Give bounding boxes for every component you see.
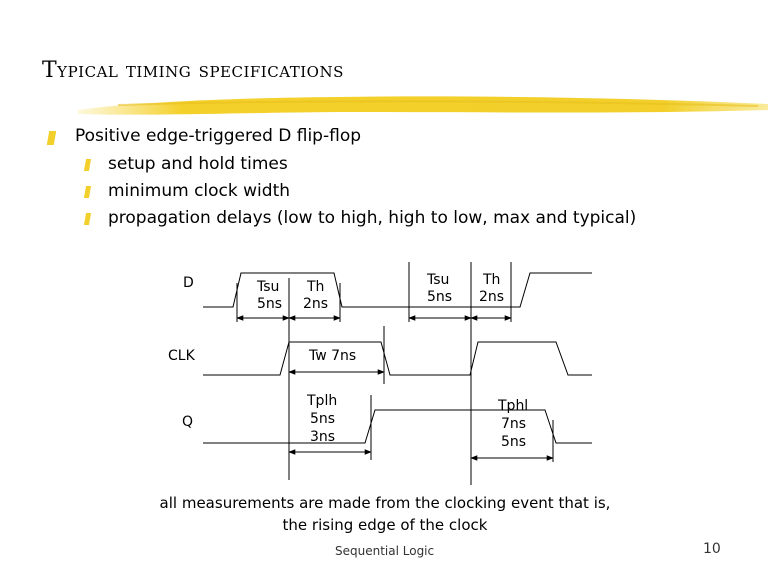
tplh-typ: 3ns (310, 429, 336, 445)
q-waveform (203, 410, 592, 443)
footer-text: Sequential Logic (335, 544, 435, 558)
footnote (150, 492, 620, 536)
tw-label: Tw 7ns (309, 348, 357, 364)
signal-label-clk: CLK (168, 348, 195, 364)
footnote-line-2: the rising edge of the clock (282, 516, 488, 534)
tsu1-label: Tsu (257, 279, 280, 295)
th1-label: Th (307, 279, 325, 295)
th2-value: 2ns (479, 289, 505, 305)
signal-label-q: Q (182, 414, 194, 430)
signal-label-d: D (183, 275, 194, 291)
th1-value: 2ns (303, 296, 329, 312)
tplh-max: 5ns (310, 411, 336, 427)
footnote-line-1: all measurements are made from the clocking event that is, (159, 494, 611, 512)
slide-title: Typical timing specifications (42, 58, 344, 83)
tsu1-value: 5ns (257, 296, 283, 312)
page-number: 10 (703, 541, 721, 557)
tsu2-value: 5ns (427, 289, 453, 305)
tphl-label: Tphl (498, 398, 529, 414)
tsu2-label: Tsu (427, 272, 450, 288)
tplh-label: Tplh (307, 393, 338, 409)
clk-waveform (203, 342, 592, 375)
tphl-max: 7ns (501, 416, 527, 432)
tphl-typ: 5ns (501, 434, 527, 450)
th2-label: Th (483, 272, 501, 288)
